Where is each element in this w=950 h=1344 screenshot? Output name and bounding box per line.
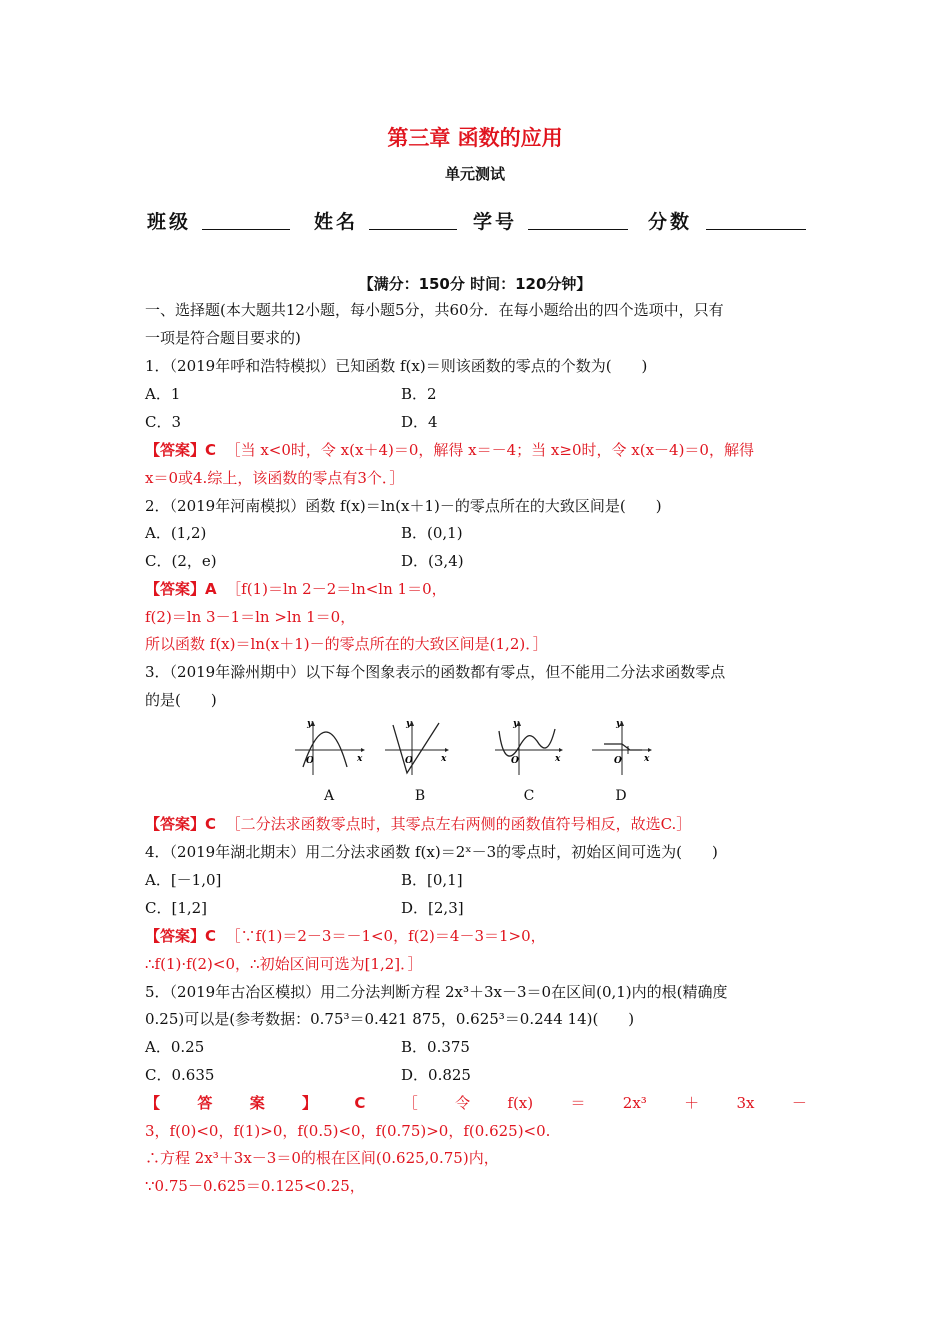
unit-test-subtitle: 单元测试 — [444, 165, 505, 183]
q5-answer-token: 答 — [197, 1094, 213, 1112]
q4-answer-line2: ∴f(1)·f(2)<0，∴初始区间可选为[1,2]．］ — [145, 955, 423, 973]
x-axis-arrow — [361, 748, 365, 752]
student-info-row — [147, 207, 807, 237]
q5-answer-token: ＋ — [684, 1094, 700, 1112]
q1-answer-line1 — [145, 440, 754, 460]
q5-answer-token: 3x — [736, 1094, 755, 1112]
q5-answer-line1 — [145, 1093, 807, 1113]
origin-label: O — [405, 756, 413, 766]
score-field-line[interactable] — [706, 229, 806, 230]
student-number-label: 学号 — [473, 211, 518, 233]
curve — [393, 723, 439, 773]
student-number-field-line[interactable] — [528, 229, 628, 230]
q2-answer-label: 【答案】A — [145, 580, 217, 598]
q3-graph-label-c: C — [523, 788, 535, 804]
q3-graph-a — [295, 717, 365, 777]
q3-stem-line2: 的是( ) — [145, 691, 217, 709]
q2-option-b: B．(0,1) — [401, 524, 463, 542]
x-label: x — [441, 754, 447, 764]
x-axis-arrow — [559, 748, 563, 752]
q4-option-b: B．[0,1] — [401, 871, 463, 889]
q1-option-b: B．2 — [401, 385, 437, 403]
curve — [604, 744, 642, 750]
exam-meta: 【满分：150分 时间：120分钟】 — [358, 275, 592, 293]
q5-option-b: B．0.375 — [401, 1038, 470, 1056]
q4-option-c: C．[1,2] — [145, 899, 208, 917]
q1-stem: 1．（2019年呼和浩特模拟）已知函数 f(x)＝则该函数的零点的个数为( ) — [145, 357, 648, 375]
class-label: 班级 — [147, 211, 192, 233]
q5-stem-line1: 5．（2019年古冶区模拟）用二分法判断方程 2x³＋3x－3＝0在区间(0,1)内的根(精确度 — [145, 983, 728, 1001]
q3-graph-label-a: A — [323, 788, 335, 804]
q2-answer-line1 — [145, 579, 447, 599]
q1-answer-line2: x＝0或4.综上，该函数的零点有3个．］ — [145, 469, 405, 487]
q3-graph-label-b: B — [414, 788, 426, 804]
y-label: y — [307, 719, 313, 729]
q5-option-d: D．0.825 — [401, 1066, 471, 1084]
curve — [499, 729, 555, 756]
q1-option-a: A．1 — [145, 385, 181, 403]
origin-label: O — [511, 756, 519, 766]
q2-stem: 2．（2019年河南模拟）函数 f(x)＝ln(x＋1)－的零点所在的大致区间是( ) — [145, 497, 662, 515]
x-axis-arrow — [445, 748, 449, 752]
y-label: y — [406, 719, 412, 729]
q3-graph-label-d: D — [615, 788, 627, 804]
q2-answer-text1: ［f(1)＝ln 2－2＝ln<ln 1＝0， — [226, 580, 447, 598]
q3-answer-text1: ［二分法求函数零点时，其零点左右两侧的函数值符号相反，故选C.］ — [225, 815, 692, 833]
x-label: x — [555, 754, 561, 764]
q5-option-a: A．0.25 — [145, 1038, 205, 1056]
q5-answer-token: － — [791, 1094, 807, 1112]
q5-answer-token: f(x) — [507, 1094, 534, 1112]
q1-option-d: D．4 — [401, 413, 438, 431]
q5-answer-token: ＝ — [570, 1094, 586, 1112]
q4-stem: 4．（2019年湖北期末）用二分法求函数 f(x)＝2ˣ－3的零点时，初始区间可选为( ) — [145, 843, 718, 861]
x-axis-arrow — [648, 748, 652, 752]
y-label: y — [616, 719, 622, 729]
q2-answer-line2: f(2)＝ln 3－1＝ln >ln 1＝0， — [145, 608, 356, 626]
name-field-line[interactable] — [369, 229, 457, 230]
q5-answer-token: 【 — [145, 1094, 161, 1112]
q5-answer-line4: ∵0.75－0.625＝0.125<0.25， — [145, 1177, 365, 1195]
q5-answer-token: 案 — [249, 1094, 265, 1112]
score-label: 分数 — [648, 211, 693, 233]
q3-answer-label: 【答案】C — [145, 815, 217, 833]
q3-graph-c — [495, 717, 565, 777]
x-label: x — [644, 754, 650, 764]
q4-option-a: A．[－1,0] — [145, 871, 222, 889]
origin-label: O — [614, 756, 622, 766]
chapter-title: 第三章 函数的应用 — [387, 126, 563, 150]
q4-option-d: D．[2,3] — [401, 899, 464, 917]
q5-answer-line3: ∴方程 2x³＋3x－3＝0的根在区间(0.625,0.75)内， — [145, 1149, 499, 1167]
q4-answer-label: 【答案】C — [145, 927, 217, 945]
q4-answer-line1 — [145, 926, 546, 946]
q3-graph-d — [592, 717, 662, 777]
section-intro-line1: 一、选择题(本大题共12小题，每小题5分，共60分．在每小题给出的四个选项中，只有 — [145, 301, 724, 319]
q2-option-a: A．(1,2) — [145, 524, 207, 542]
q5-answer-token: ［ — [402, 1094, 418, 1112]
q5-option-c: C．0.635 — [145, 1066, 215, 1084]
q3-answer-line1 — [145, 814, 691, 834]
q5-answer-token: C — [354, 1094, 366, 1112]
q2-option-d: D．(3,4) — [401, 552, 464, 570]
q3-graph-b — [385, 717, 455, 777]
q5-answer-token: 】 — [302, 1094, 318, 1112]
q5-answer-line2: 3，f(0)<0，f(1)>0，f(0.5)<0，f(0.75)>0，f(0.625)<0. — [145, 1122, 551, 1140]
x-label: x — [357, 754, 363, 764]
q2-option-c: C．(2，e) — [145, 552, 217, 570]
class-field-line[interactable] — [202, 229, 290, 230]
q4-answer-text1: ［∵f(1)＝2－3＝－1<0，f(2)＝4－3＝1>0， — [225, 927, 546, 945]
q1-option-c: C．3 — [145, 413, 182, 431]
q5-answer-token: 令 — [455, 1094, 471, 1112]
q1-answer-text1: ［当 x<0时，令 x(x＋4)＝0，解得 x＝－4；当 x≥0时，令 x(x－4)＝0，解得 — [225, 441, 754, 459]
origin-label: O — [306, 756, 314, 766]
q3-stem-line1: 3．（2019年滁州期中）以下每个图象表示的函数都有零点，但不能用二分法求函数零点 — [145, 663, 726, 681]
y-label: y — [513, 719, 519, 729]
name-label: 姓名 — [314, 211, 359, 233]
section-intro-line2: 一项是符合题目要求的) — [145, 329, 301, 347]
q5-stem-line2: 0.25)可以是(参考数据：0.75³＝0.421 875，0.625³＝0.244 14)( ) — [145, 1010, 635, 1028]
q1-answer-label: 【答案】C — [145, 441, 217, 459]
q2-answer-line3: 所以函数 f(x)＝ln(x＋1)－的零点所在的大致区间是(1,2)．］ — [145, 635, 548, 653]
q5-answer-token: 2x³ — [622, 1094, 647, 1112]
